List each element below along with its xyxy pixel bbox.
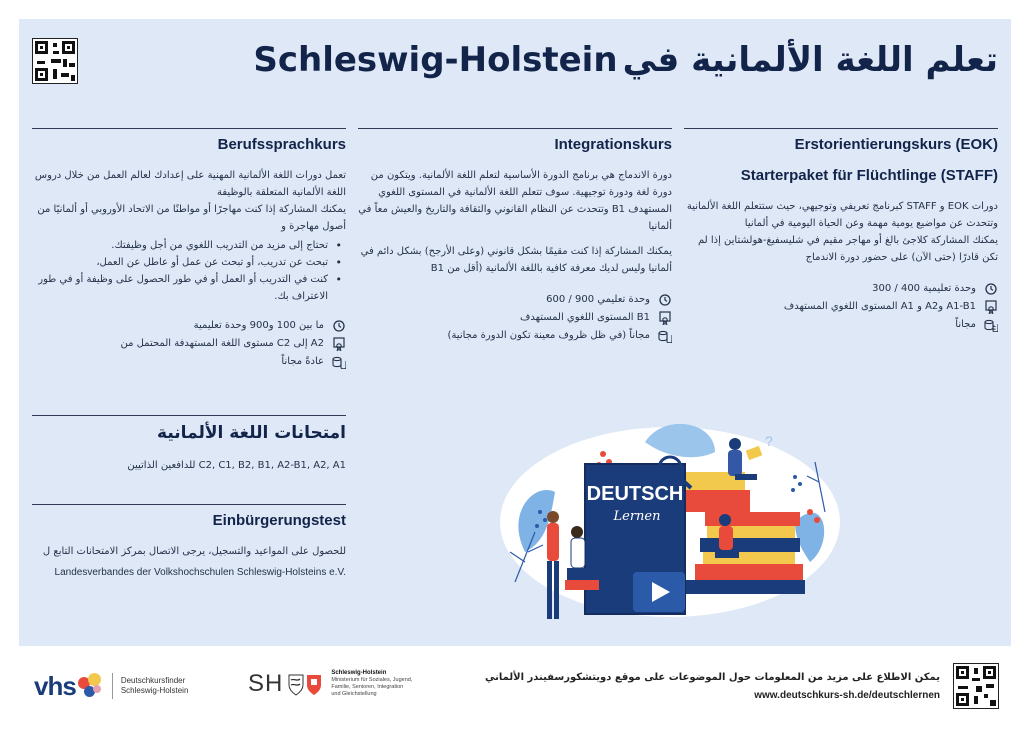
- beruf-paragraph: تعمل دورات اللغة الألمانية المهنية على إعدادك لعالم العمل من خلال دروس اللغة الألمانية المتعلقة بالوظيفة: [34, 170, 346, 198]
- sh-logo: SH: [248, 670, 284, 697]
- clock-icon: [984, 282, 998, 296]
- exams-section: [32, 415, 346, 474]
- fact-duration: [684, 280, 998, 298]
- fact-text: A2 إلى C2 مستوى اللغة المستهدفة المحتمل من: [120, 338, 324, 349]
- beruf-heading: Berufssprachkurs: [217, 136, 346, 153]
- certificate-icon: [332, 337, 346, 351]
- fact-level: [684, 298, 998, 316]
- staff-heading: Starterpaket für Flüchtlinge (STAFF): [740, 167, 998, 184]
- sh-line: und Gleichstellung: [331, 691, 377, 697]
- svg-text:?: ?: [765, 433, 773, 449]
- divider: [112, 673, 113, 699]
- sh-brand: [248, 670, 441, 698]
- integration-heading: Integrationskurs: [554, 136, 672, 153]
- integration-paragraph: يمكنك المشاركة إذا كنت مقيمًا بشكل قانوني (وعلى الأرجح) بشكل دائم في ألمانيا وليس لديك معرفة كافية باللغة الألمانية (أقل من B1: [360, 246, 672, 274]
- fact-duration: [32, 317, 346, 335]
- vhs-logo: vhs: [34, 670, 76, 701]
- sh-line: Familie, Senioren, Integration: [331, 684, 404, 690]
- naturalization-text: للحصول على المواعيد والتسجيل، يرجى الاتصال بمركز الامتحانات التابع ل: [42, 546, 346, 557]
- eok-column: [684, 128, 998, 334]
- beruf-facts: [32, 317, 346, 371]
- divider: [32, 128, 346, 129]
- footer-url[interactable]: www.deutschkurs-sh.de/deutschlernen: [754, 690, 940, 701]
- vhs-line: Schleswig-Holstein: [120, 686, 189, 695]
- clock-icon: [658, 293, 672, 307]
- integration-column: [358, 128, 672, 345]
- vhs-label: [121, 676, 189, 696]
- eok-heading: Erstorientierungskurs (EOK): [794, 136, 998, 153]
- coins-icon: [984, 318, 998, 332]
- fact-level: [358, 309, 672, 327]
- fact-text: B1 المستوى اللغوي المستهدف: [519, 312, 650, 323]
- fact-duration: [358, 291, 672, 309]
- certificate-icon: [658, 311, 672, 325]
- fact-level: [32, 335, 346, 353]
- eok-paragraph: دورات EOK و STAFF كبرنامج تعريفي وتوجيهي، حيث ستتعلم اللغة الألمانية وتتحدث عن مواضيع يومية مهمة وعن الحياة اليومية في ألمانيا: [686, 201, 998, 229]
- footer-info-text: يمكن الاطلاع على مزيد من المعلومات حول الموضوعات على موقع دويتشكورسفيندر الألماني: [485, 672, 940, 683]
- page-title: [220, 40, 998, 100]
- beruf-bullets: [32, 237, 346, 305]
- clock-icon: [332, 319, 346, 333]
- fact-text: وحدة تعليمي 900 / 600: [546, 294, 650, 305]
- vhs-line: Deutschkursfinder: [120, 676, 186, 685]
- integration-facts: [358, 291, 672, 345]
- book-title: DEUTSCH: [586, 483, 684, 505]
- naturalization-heading: Einbürgerungstest: [212, 512, 346, 529]
- coat-of-arms-icon: [287, 671, 325, 697]
- list-item: • كنت في التدريب أو العمل أو في طور الحصول على وظيفة أو في طور الاعتراف بك.: [32, 271, 346, 305]
- divider: [358, 128, 672, 129]
- vhs-dots-icon: [78, 673, 104, 699]
- certificate-icon: [984, 300, 998, 314]
- vhs-brand: [34, 666, 188, 706]
- title-region: Schleswig-Holstein: [253, 40, 618, 80]
- fact-text: مجاناً (في ظل ظروف معينة تكون الدورة مجانية): [447, 330, 650, 341]
- beruf-paragraph: يمكنك المشاركة إذا كنت مهاجرًا أو مواطنًا من الاتحاد الأوروبي أو ألمانيًا من أصول مهاجرة و: [37, 204, 346, 232]
- title-arabic: تعلم اللغة الألمانية في: [622, 40, 998, 80]
- fact-text: ما بين 100 و900 وحدة تعليمية: [193, 320, 324, 331]
- divider: [32, 504, 346, 505]
- divider: [32, 415, 346, 416]
- divider: [684, 128, 998, 129]
- naturalization-section: [32, 504, 346, 581]
- naturalization-org: Landesverbandes der Volkshochschulen Schleswig-Holsteins e.V.: [54, 567, 346, 578]
- eok-facts: [684, 280, 998, 334]
- list-item: • تحتاج إلى مزيد من التدريب اللغوي من أجل وظيفتك.: [32, 237, 346, 254]
- coins-icon: [658, 329, 672, 343]
- sh-line: Ministerium für Soziales, Jugend,: [331, 677, 413, 683]
- coins-icon: [332, 355, 346, 369]
- exams-text: C2, C1, B2, B1, A2-B1, A2, A1 للدافعين الذاتيين: [127, 460, 346, 471]
- fact-cost: [684, 316, 998, 334]
- fact-text: وحدة تعليمية 400 / 300: [872, 283, 976, 294]
- fact-text: عادةً مجاناً: [281, 356, 324, 367]
- list-item: • تبحث عن تدريب، أو تبحث عن عمل أو عاطل عن العمل،: [32, 254, 346, 271]
- eok-paragraph: يمكنك المشاركة كلاجئ بالغ أو مهاجر مقيم في شليسفيغ-هولشتاين إذا لم تكن قادرًا (حتى الآن) على حضور دورة الاندماج: [697, 235, 998, 263]
- book-subtitle: Lernen: [613, 509, 661, 524]
- learning-illustration: [495, 402, 845, 622]
- qr-code-bottom: [953, 663, 999, 709]
- qr-code-top: [32, 38, 78, 84]
- beruf-column: [32, 128, 346, 371]
- fact-cost: [358, 327, 672, 345]
- fact-text: مجاناً: [955, 319, 976, 330]
- fact-cost: [32, 353, 346, 371]
- sh-title: Schleswig-Holstein: [331, 670, 387, 676]
- integration-paragraph: دورة الاندماج هي برنامج الدورة الأساسية لتعلم اللغة الألمانية. ويتكون من دورة لغة ودورة توجيهية. سوف تتعلم اللغة الألمانية في المستوى اللغوي المستهدف B1 وتتحدث عن النظام القانوني والثقافة والتاريخ والعيش معاً في ألمانيا: [358, 170, 672, 232]
- sh-label: [331, 670, 441, 698]
- exams-heading: امتحانات اللغة الألمانية: [157, 423, 346, 443]
- footer-info: [485, 669, 940, 705]
- fact-text: A1-B1 وA2 و A1 المستوى اللغوي المستهدف: [783, 301, 976, 312]
